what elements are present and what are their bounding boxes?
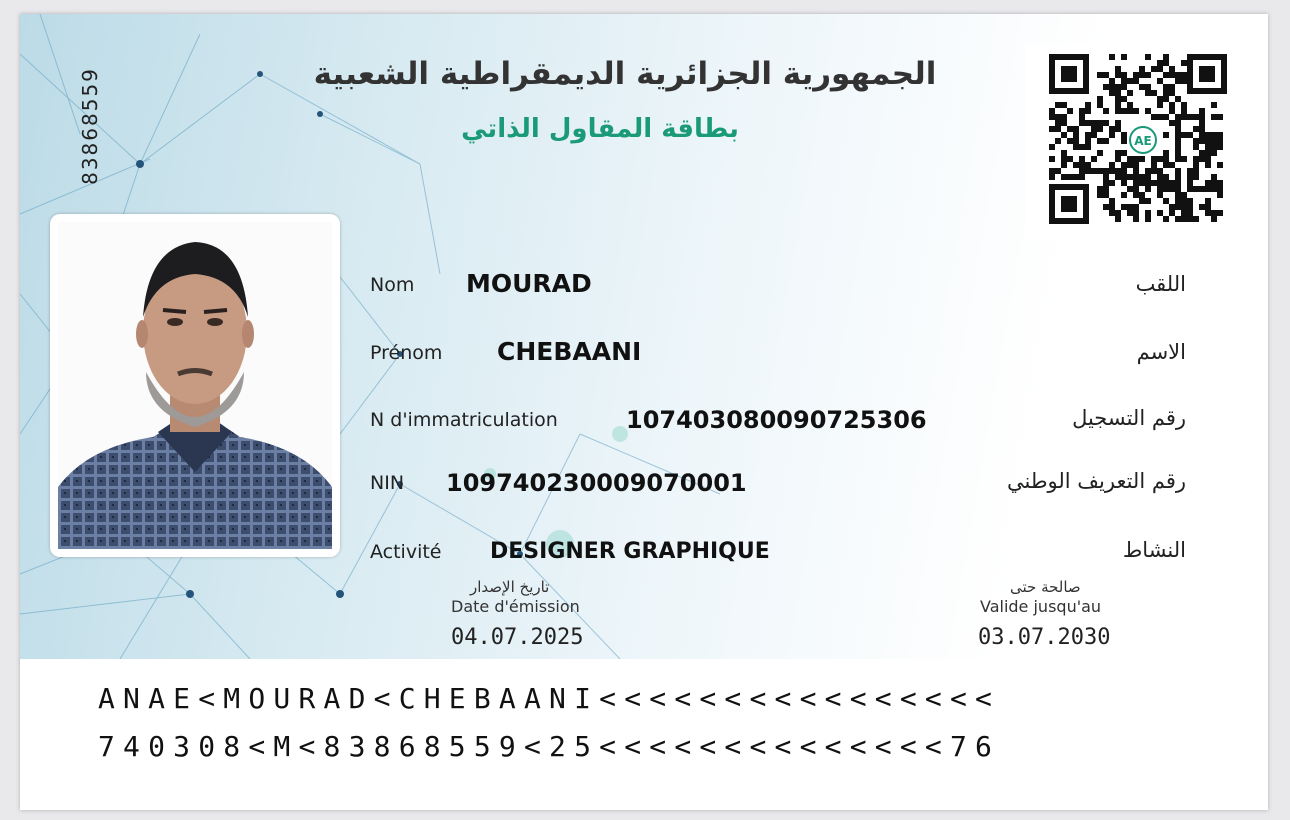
mrz-line-1: ANAE<MOURAD<CHEBAANI<<<<<<<<<<<<<<<< bbox=[98, 682, 1001, 715]
immatriculation-label: N d'immatriculation bbox=[370, 409, 558, 431]
card-front-upper bbox=[20, 14, 1268, 659]
nin-label: NIN bbox=[370, 472, 405, 494]
nom-value: MOURAD bbox=[466, 269, 592, 298]
emission-label-ar: تاريخ الإصدار bbox=[470, 578, 550, 596]
prenom-label-ar: الاسم bbox=[1136, 340, 1186, 364]
prenom-value: CHEBAANI bbox=[497, 337, 642, 366]
qr-code-icon bbox=[1025, 44, 1240, 239]
validity-date: 03.07.2030 bbox=[978, 625, 1111, 650]
nin-value: 109740230009070001 bbox=[446, 469, 747, 497]
entrepreneur-card bbox=[20, 14, 1268, 810]
nom-label: Nom bbox=[370, 274, 415, 296]
nom-label-ar: اللقب bbox=[1135, 272, 1186, 296]
validity-label: Valide jusqu'au bbox=[980, 597, 1102, 616]
card-type-title: بطاقة المقاول الذاتي bbox=[461, 114, 739, 144]
activite-label-ar: النشاط bbox=[1122, 538, 1186, 562]
republic-title: الجمهورية الجزائرية الديمقراطية الشعبية bbox=[313, 56, 937, 92]
validity-label-ar: صالحة حتى bbox=[1010, 578, 1081, 596]
activite-label: Activité bbox=[370, 541, 442, 563]
nin-label-ar: رقم التعريف الوطني bbox=[1006, 469, 1186, 493]
qr-center-label: AE bbox=[1134, 134, 1152, 148]
emission-date: 04.07.2025 bbox=[451, 625, 584, 650]
serial-number: 83868559 bbox=[78, 67, 102, 185]
holder-portrait bbox=[58, 222, 332, 549]
activite-value: DESIGNER GRAPHIQUE bbox=[490, 539, 770, 564]
immatriculation-value: 107403080090725306 bbox=[626, 406, 927, 434]
prenom-label: Prénom bbox=[370, 342, 443, 364]
mrz-line-2: 740308<M<83868559<25<<<<<<<<<<<<<<76 bbox=[98, 730, 1001, 763]
immatriculation-label-ar: رقم التسجيل bbox=[1072, 406, 1186, 430]
holder-photo bbox=[50, 214, 340, 557]
emission-label: Date d'émission bbox=[451, 597, 580, 616]
